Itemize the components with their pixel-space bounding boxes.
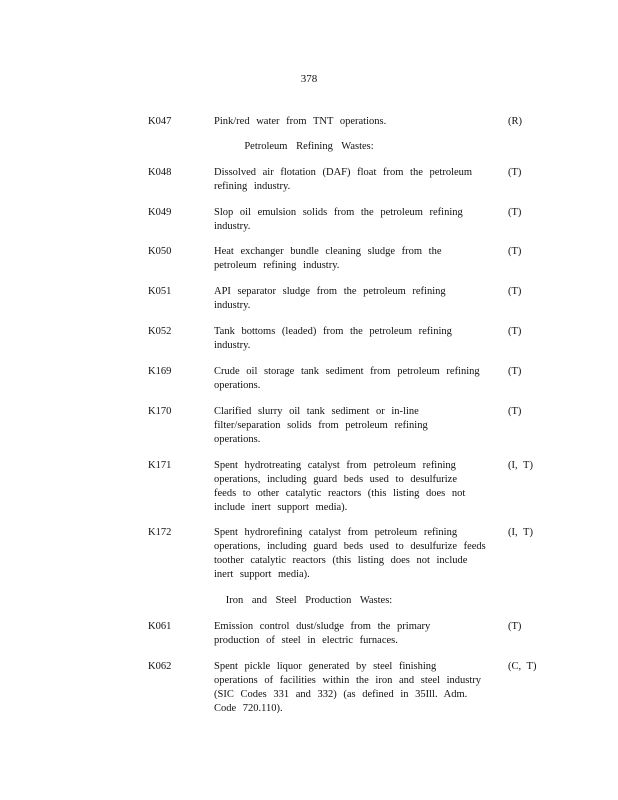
waste-code: K052 — [148, 326, 172, 337]
waste-code: K169 — [148, 366, 172, 377]
hazard-code: (I, T) — [508, 460, 533, 471]
description-line: Slop oil emulsion solids from the petroleum refining — [214, 207, 463, 218]
waste-code: K051 — [148, 286, 172, 297]
hazard-code: (T) — [508, 207, 522, 218]
waste-code: K061 — [148, 621, 172, 632]
description-line: inert support media). — [214, 569, 310, 580]
section-heading-iron-steel: Iron and Steel Production Wastes: — [225, 595, 393, 606]
description-line: industry. — [214, 340, 251, 351]
waste-description — [214, 459, 494, 515]
hazard-code: (T) — [508, 286, 522, 297]
description-line: (SIC Codes 331 and 332) (as defined in 35Ill. Adm. — [214, 689, 468, 700]
waste-code: K172 — [148, 527, 172, 538]
description-line: industry. — [214, 221, 251, 232]
hazard-code: (T) — [508, 246, 522, 257]
description-line: API separator sludge from the petroleum refining — [214, 286, 446, 297]
description-line: Pink/red water from TNT operations. — [214, 116, 387, 127]
waste-code: K048 — [148, 167, 172, 178]
waste-code: K049 — [148, 207, 172, 218]
description-line: petroleum refining industry. — [214, 260, 340, 271]
hazard-code: (T) — [508, 326, 522, 337]
description-line: operations, including guard beds used to desulfurize — [214, 474, 457, 485]
waste-description — [214, 206, 494, 234]
description-line: Dissolved air flotation (DAF) float from the petroleum — [214, 167, 473, 178]
description-line: Emission control dust/sludge from the primary — [214, 621, 431, 632]
description-line: production of steel in electric furnaces. — [214, 635, 398, 646]
waste-description — [214, 660, 494, 716]
description-line: Heat exchanger bundle cleaning sludge from the — [214, 246, 442, 257]
hazard-code: (T) — [508, 366, 522, 377]
hazard-code: (T) — [508, 406, 522, 417]
description-line: Spent hydrotreating catalyst from petroleum refining — [214, 460, 456, 471]
description-line: toother catalytic reactors (this listing does not include — [214, 555, 468, 566]
waste-code: K050 — [148, 246, 172, 257]
description-line: Spent hydrorefining catalyst from petroleum refining — [214, 527, 458, 538]
waste-code: K170 — [148, 406, 172, 417]
page-number: 378 — [300, 73, 318, 85]
description-line: operations. — [214, 434, 261, 445]
waste-description — [214, 325, 494, 353]
waste-description — [214, 166, 494, 194]
hazard-code: (I, T) — [508, 527, 533, 538]
description-line: industry. — [214, 300, 251, 311]
hazard-code: (T) — [508, 621, 522, 632]
waste-description — [214, 285, 494, 313]
waste-description — [214, 620, 494, 648]
description-line: filter/separation solids from petroleum refining — [214, 420, 428, 431]
description-line: Spent pickle liquor generated by steel finishing — [214, 661, 437, 672]
waste-description — [214, 115, 494, 129]
hazard-code: (C, T) — [508, 661, 537, 672]
description-line: operations. — [214, 380, 261, 391]
waste-description — [214, 245, 494, 273]
description-line: operations, including guard beds used to desulfurize feeds — [214, 541, 486, 552]
waste-code: K062 — [148, 661, 172, 672]
waste-code: K047 — [148, 116, 172, 127]
description-line: feeds to other catalytic reactors (this listing does not — [214, 488, 466, 499]
description-line: Crude oil storage tank sediment from petroleum refining — [214, 366, 480, 377]
description-line: refining industry. — [214, 181, 291, 192]
hazard-code: (R) — [508, 116, 522, 127]
waste-description — [214, 526, 494, 582]
description-line: Tank bottoms (leaded) from the petroleum refining — [214, 326, 452, 337]
description-line: Code 720.110). — [214, 703, 283, 714]
waste-description — [214, 405, 494, 447]
description-line: Clarified slurry oil tank sediment or in-line — [214, 406, 419, 417]
hazard-code: (T) — [508, 167, 522, 178]
description-line: include inert support media). — [214, 502, 348, 513]
description-line: operations of facilities within the iron and steel industry — [214, 675, 482, 686]
waste-code: K171 — [148, 460, 172, 471]
waste-description — [214, 365, 494, 393]
section-heading-petroleum: Petroleum Refining Wastes: — [244, 141, 374, 152]
